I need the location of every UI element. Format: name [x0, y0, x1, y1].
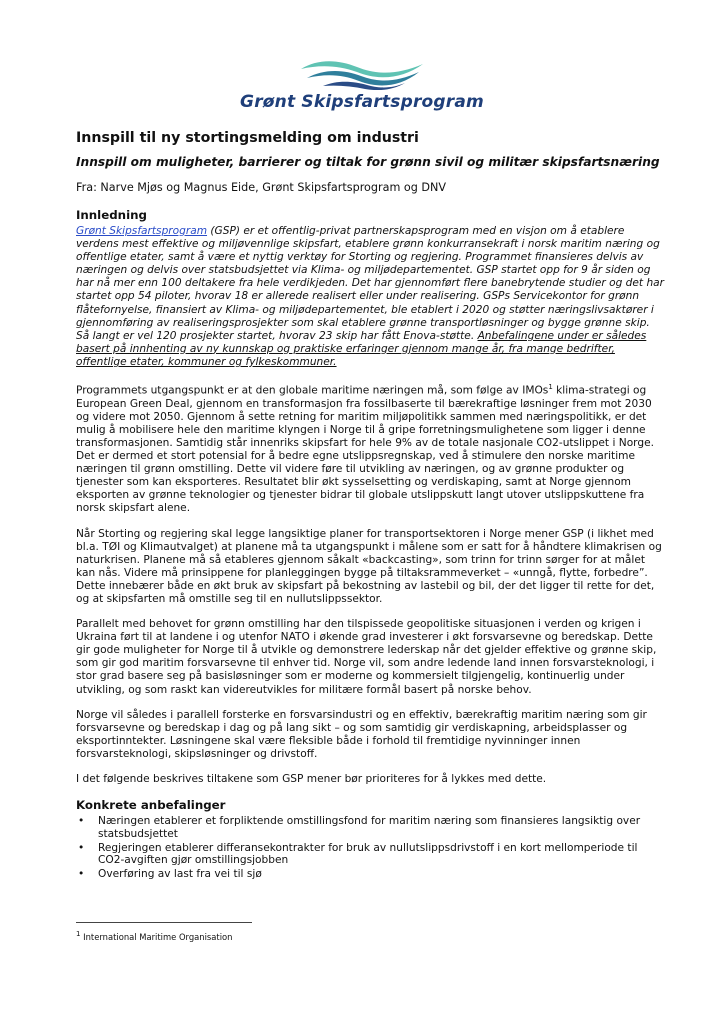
gsp-link[interactable]: Grønt Skipsfartsprogram	[76, 225, 208, 237]
wave-logo-icon	[297, 60, 427, 90]
document-title: Innspill til ny stortingsmelding om industri	[76, 130, 419, 146]
intro-underlined-text: Anbefalingene under er således basert på innhenting av ny kunnskap og praktiske erfaringer gjennom mange år, fra mange bedrifter, offentlige etater, kommuner og fylkeskommuner.	[76, 329, 647, 368]
intro-paragraph	[76, 225, 666, 369]
logo	[0, 60, 724, 112]
document-body	[76, 130, 666, 882]
recommendations-list	[76, 815, 666, 881]
paragraph-4: Norge vil således i parallell forsterke en forsvarsindustri og en effektiv, bærekraftig maritim næring som gir forsvarsevne og beredskap i dag og på lang sikt – og som samtidig gir verdiskapning, arbeidsplasser og eksportinntekter. Løsningene skal være fleksible både i forhold til fremtidige nyvinninger innen forsvarsteknologi, skipsløsninger og drivstoff.	[76, 708, 647, 760]
paragraph-1-start: Programmets utgangspunkt er at den globale maritime næringen må, som følge av IMOs	[76, 384, 549, 397]
bullet-icon: •	[78, 815, 85, 828]
footnote-text: International Maritime Organisation	[83, 931, 233, 942]
footnote-ref[interactable]: 1	[548, 383, 553, 392]
from-line: Fra: Narve Mjøs og Magnus Eide, Grønt Skipsfartsprogram og DNV	[76, 181, 447, 194]
paragraph-2: Når Storting og regjering skal legge langsiktige planer for transportsektoren i Norge mener GSP (i likhet med bl.a. TØI og Klimautvalget) at planene må ta utgangspunkt i målene som er satt for å håndtere klimakrisen og naturkrisen. Planene må så etableres gjennom såkalt «backcasting», som trinn for trinn sørger for at målet kan nås. Videre må prinsippene for planleggingen bygge på tiltaksrammeverket – «unngå, flytte, forbedre”. Dette innebærer både en økt bruk av skipsfart på bekostning av lastebil og bil, der det ligger til rette for det, og at skipsfarten må omstille seg til en nullutslippssektor.	[76, 527, 662, 605]
bullet-icon: •	[78, 841, 85, 854]
document-subtitle: Innspill om muligheter, barrierer og tiltak for grønn sivil og militær skipsfartsnæring	[76, 155, 660, 169]
list-item	[76, 842, 666, 868]
list-item-text: Næringen etablerer et forpliktende omstillingsfond for maritim næring som finansieres langsiktig over statsbudsjettet	[98, 815, 641, 840]
list-item	[76, 815, 666, 841]
list-item-text: Regjeringen etablerer differansekontrakter for bruk av nullutslippsdrivstoff i en kort mellomperiode til CO2-avgiften gjør omstillingsjobben	[98, 841, 638, 867]
paragraph-1	[76, 381, 666, 515]
footnote	[76, 930, 232, 942]
recommendations-heading: Konkrete anbefalinger	[76, 798, 226, 813]
footnote-divider	[76, 922, 252, 923]
paragraph-5: I det følgende beskrives tiltakene som GSP mener bør prioriteres for å lykkes med dette.	[76, 773, 547, 785]
paragraph-1-end: klima-strategi og European Green Deal, gjennom en transformasjon fra fossilbaserte til bærekraftige løsninger frem mot 2030 og videre mot 2050. Gjennom å sette retning for maritim miljøpolitikk sammen med næringspolitikk, er det mulig å mobilisere hele den maritime klyngen i Norge til å gripe forretningsmulighetene som ligger i denne transformasjonen. Samtidig står innenriks skipsfart for hele 9% av de totale nasjonale CO2-utslippet i Norge. Det er dermed et stort potensial for å bedre egne utslippsregnskap, ved å stimulere den norske maritime næringen til grønn omstilling. Dette vil videre føre til utvikling av næringen, og av grønne produkter og tjenester som kan eksporteres. Resultatet blir økt sysselsetting og verdiskaping, samt at Norge gjennom eksporten av grønne teknologier og tjenester bidrar til globale utslippskutt langt utover utslippskuttene fra norsk skipsfart alene.	[76, 384, 654, 515]
list-item	[76, 868, 666, 881]
intro-heading: Innledning	[76, 208, 147, 222]
logo-text: Grønt Skipsfartsprogram	[240, 92, 484, 112]
bullet-icon: •	[78, 868, 85, 881]
paragraph-3: Parallelt med behovet for grønn omstilling har den tilspissede geopolitiske situasjonen i verden og krigen i Ukraina ført til at landene i og utenfor NATO i økende grad investerer i økt forsvarsevne og beredskap. Dette gir gode muligheter for Norge til å utvikle og demonstrere lederskap når det gjelder effektive og grønne skip, som gir god maritim forsvarsevne til enhver tid. Norge vil, som andre ledende land innen forsvarsteknologi, i stor grad basere seg på basisløsninger som er moderne og kommersielt tilgjengelig, kontinuerlig under utvikling, og som raskt kan videreutvikles for militære formål basert på norske behov.	[76, 618, 657, 696]
intro-body: (GSP) er et offentlig-privat partnerskapsprogram med en visjon om å etablere verdens mest effektive og miljøvennlige skipsfart, etablere grønn konkurransekraft i norsk maritim næring og offentlige etater, samt å være et nyttig verktøy for Storting og regjering. Programmet finansieres delvis av næringen og delvis over statsbudsjettet via Klima- og miljødepartementet. GSP startet opp for 9 år siden og har nå mer enn 100 deltakere fra hele verdikjeden. Det har gjennomført flere banebrytende studier og det har startet opp 54 piloter, hvorav 18 er allerede realisert eller under realisering. GSPs Servicekontor for grønn flåtefornyelse, finansiert av Klima- og miljødepartementet, ble etablert i 2020 og støtter næringslivsaktører i gjennomføring av realiseringsprosjekter som skal etablere grønne transportløsninger og bygge grønne skip. Så langt er vel 120 prosjekter startet, hvorav 23 skip har fått Enova-støtte.	[76, 225, 665, 342]
list-item-text: Overføring av last fra vei til sjø	[98, 868, 262, 881]
footnote-number: 1	[76, 930, 81, 938]
